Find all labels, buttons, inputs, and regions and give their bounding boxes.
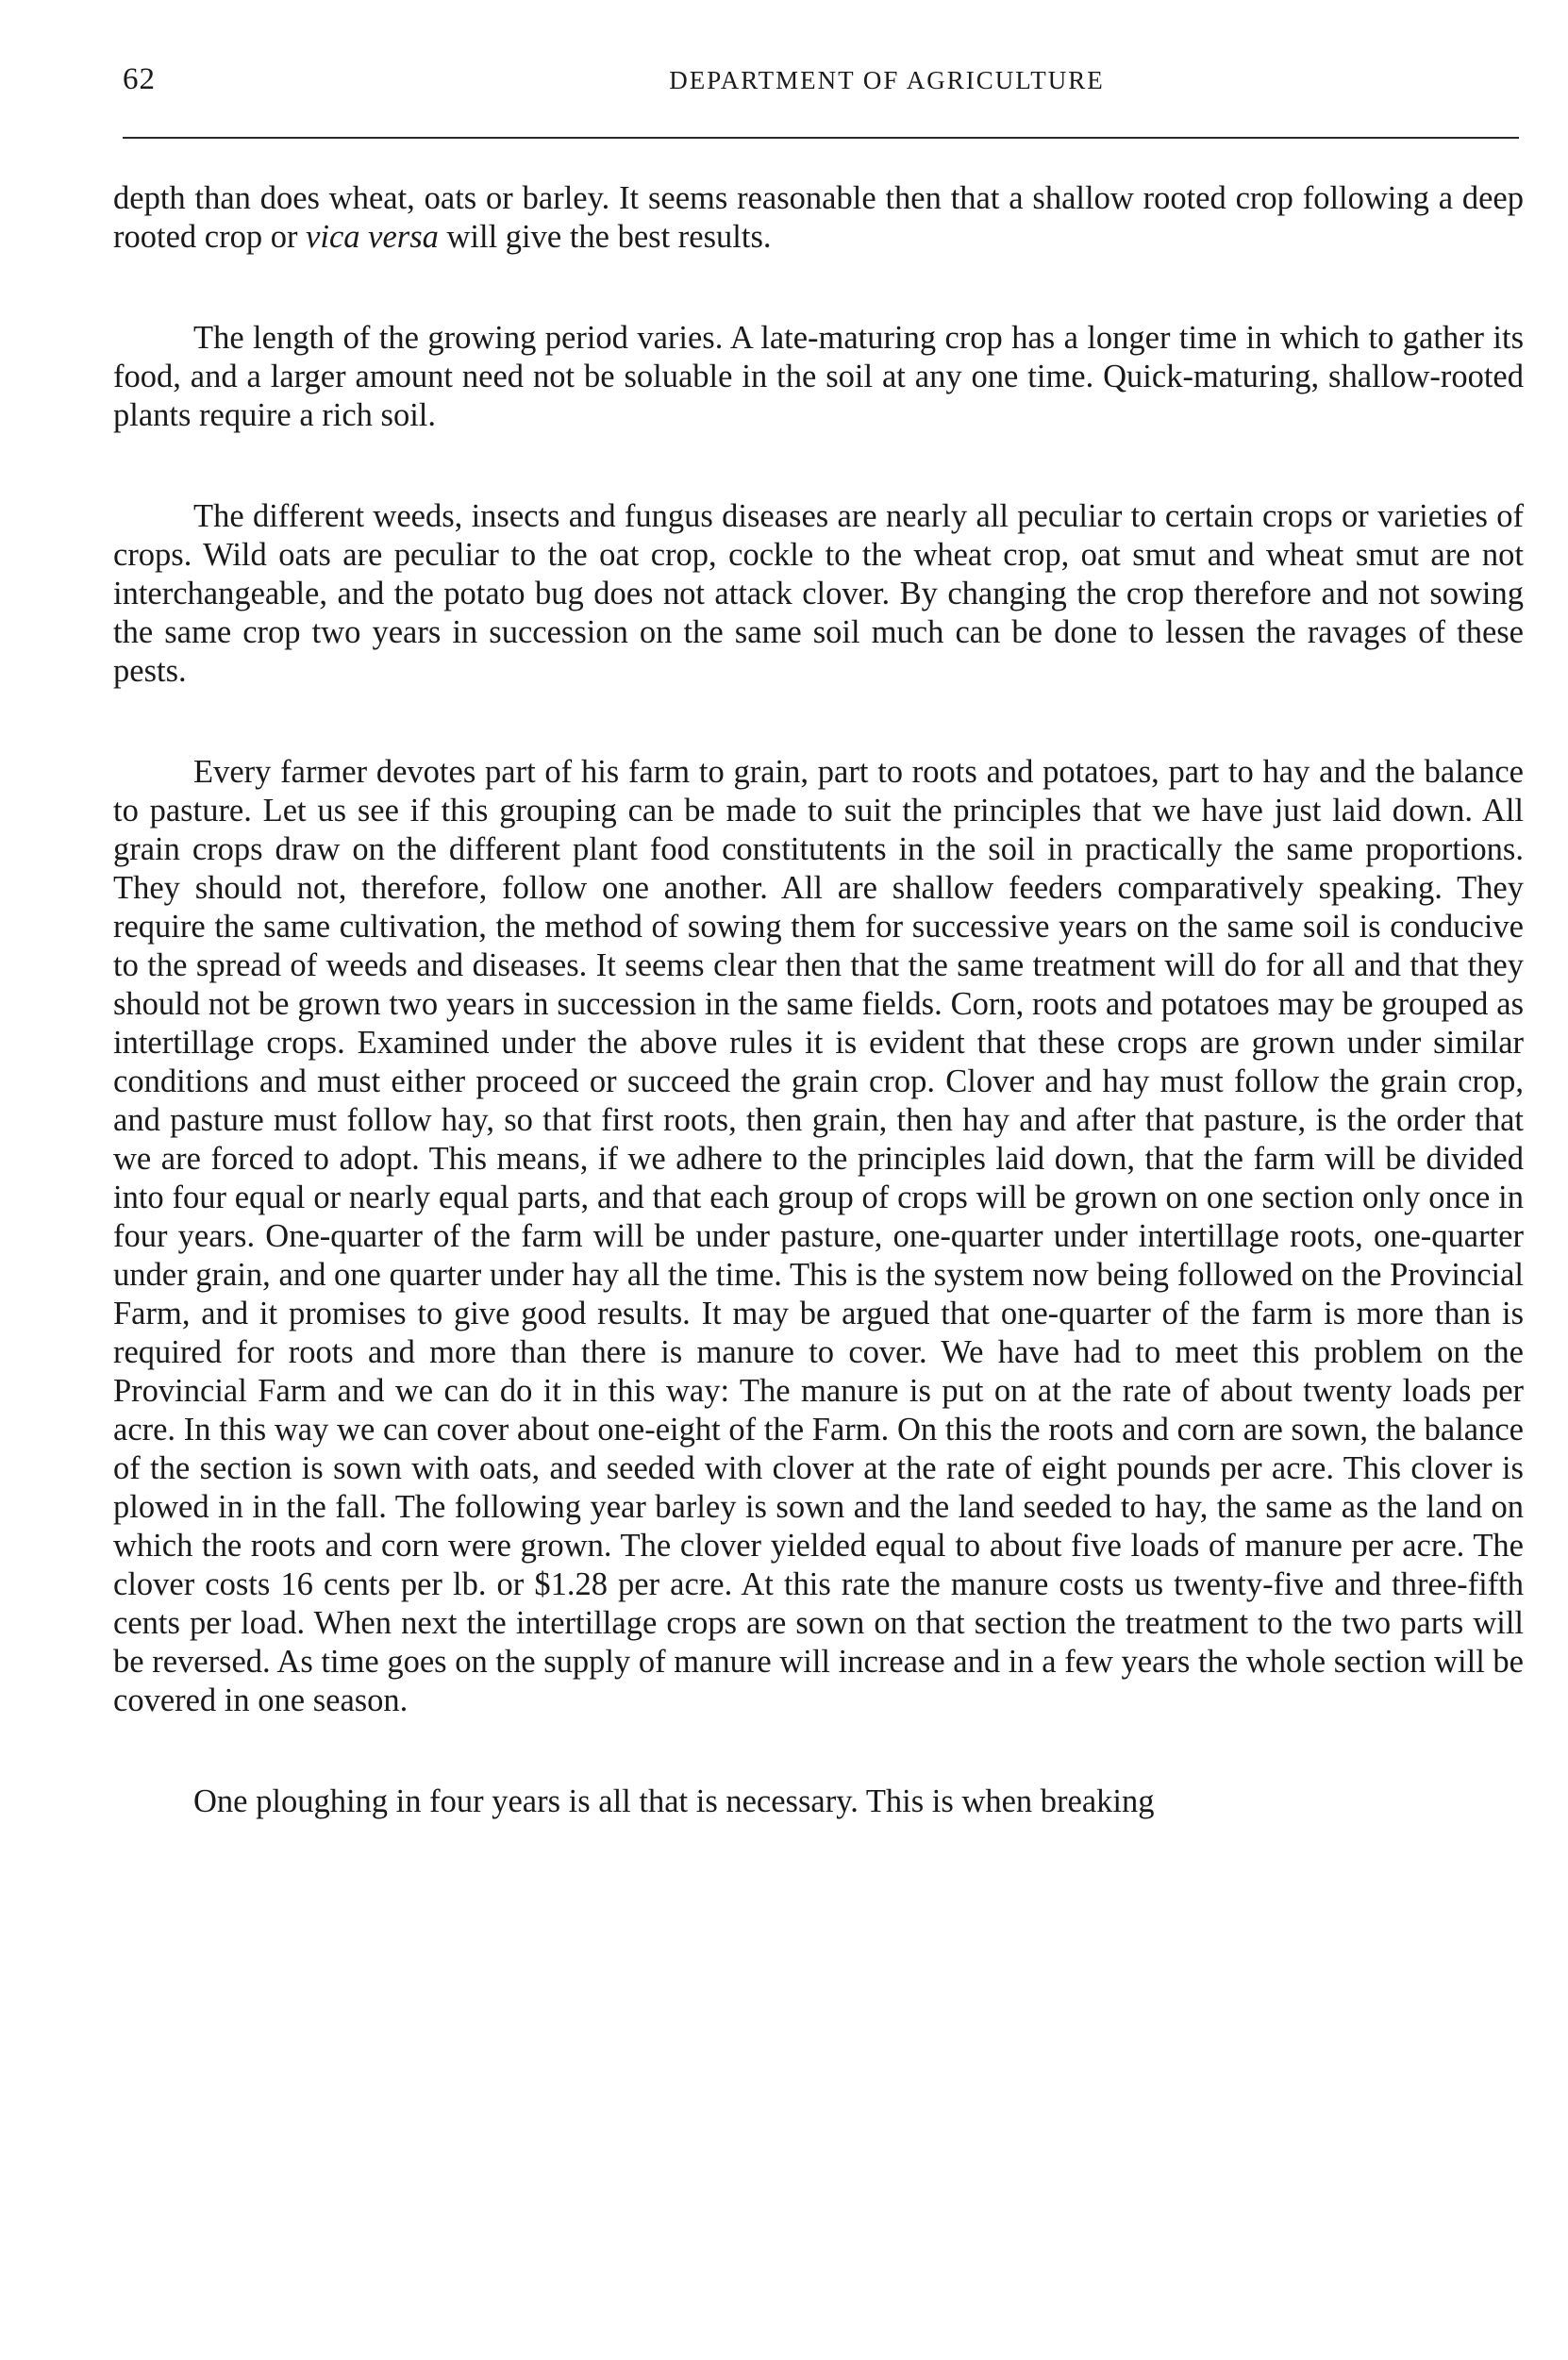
paragraph-2: The length of the growing period varies. A late-maturing crop has a longer time in which to gather its food, and a larger amount need not be soluable in the soil at any one time. Quick-maturing, shallow-rooted plants require a rich soil.: [113, 320, 1524, 433]
paragraph-1-text-a: depth than does wheat, oats or barley. It seems reasonable then that a shallow rooted crop following a deep rooted crop or: [113, 180, 1524, 255]
paragraph-1-text-b: will give the best results.: [438, 219, 772, 255]
paragraph-4: Every farmer devotes part of his farm to grain, part to roots and potatoes, part to hay and the balance to pasture. Let us see if this grouping can be made to suit the principles that we have just laid down. All grain crops draw on the different plant food constitutents in the soil in practically the same proportions. They should not, therefore, follow one another. All are shallow feeders comparatively speaking. They require the same cultivation, the method of sowing them for successive years on the same soil is conducive to the spread of weeds and diseases. It seems clear then that the same treatment will do for all and that they should not be grown two years in succession in the same fields. Corn, roots and potatoes may be grouped as intertillage crops. Examined under the above rules it is evident that these crops are grown under similar conditions and must either proceed or succeed the grain crop. Clover and hay must follow the grain crop, and pasture must follow hay, so that first roots, then grain, then hay and after that pasture, is the order that we are forced to adopt. This means, if we adhere to the principles laid down, that the farm will be divided into four equal or nearly equal parts, and that each group of crops will be grown on one section only once in four years. One-quarter of the farm will be under pasture, one-quarter under intertillage roots, one-quarter under grain, and one quarter under hay all the time. This is the system now being followed on the Provincial Farm, and it promises to give good results. It may be argued that one-quarter of the farm is more than is required for roots and more than there is manure to cover. We have had to meet this problem on the Provincial Farm and we can do it in this way: The manure is put on at the rate of about twenty loads per acre. In this way we can cover about one-eight of the Farm. On this the roots and corn are sown, the balance of the section is sown with oats, and seeded with clover at the rate of eight pounds per acre. This clover is plowed in in the fall. The following year barley is sown and the land seeded to hay, the same as the land on which the roots and corn were grown. The clover yielded equal to about five loads of manure per acre. The clover costs 16 cents per lb. or $1.28 per acre. At this rate the manure costs us twenty-five and three-fifth cents per load. When next the intertillage crops are sown on that section the treatment to the two parts will be reversed. As time goes on the supply of manure will increase and in a few years the whole section will be covered in one season.: [113, 754, 1524, 1718]
paragraph-5: One ploughing in four years is all that is necessary. This is when breaking: [193, 1783, 1155, 1819]
paragraph-1-italic: vica versa: [306, 219, 439, 255]
header-rule: [123, 137, 1519, 139]
running-title: DEPARTMENT OF AGRICULTURE: [669, 66, 1105, 94]
paragraph-1: [113, 179, 1524, 257]
body-text: [113, 179, 1524, 1821]
paragraph-3: The different weeds, insects and fungus diseases are nearly all peculiar to certain crops or varieties of crops. Wild oats are peculiar to the oat crop, cockle to the wheat crop, oat smut and wheat smut are not interchangeable, and the potato bug does not attack clover. By changing the crop therefore and not sowing the same crop two years in succession on the same soil much can be done to lessen the ravages of these pests.: [113, 498, 1524, 689]
running-header: [123, 62, 1519, 104]
page-number: 62: [123, 62, 156, 96]
